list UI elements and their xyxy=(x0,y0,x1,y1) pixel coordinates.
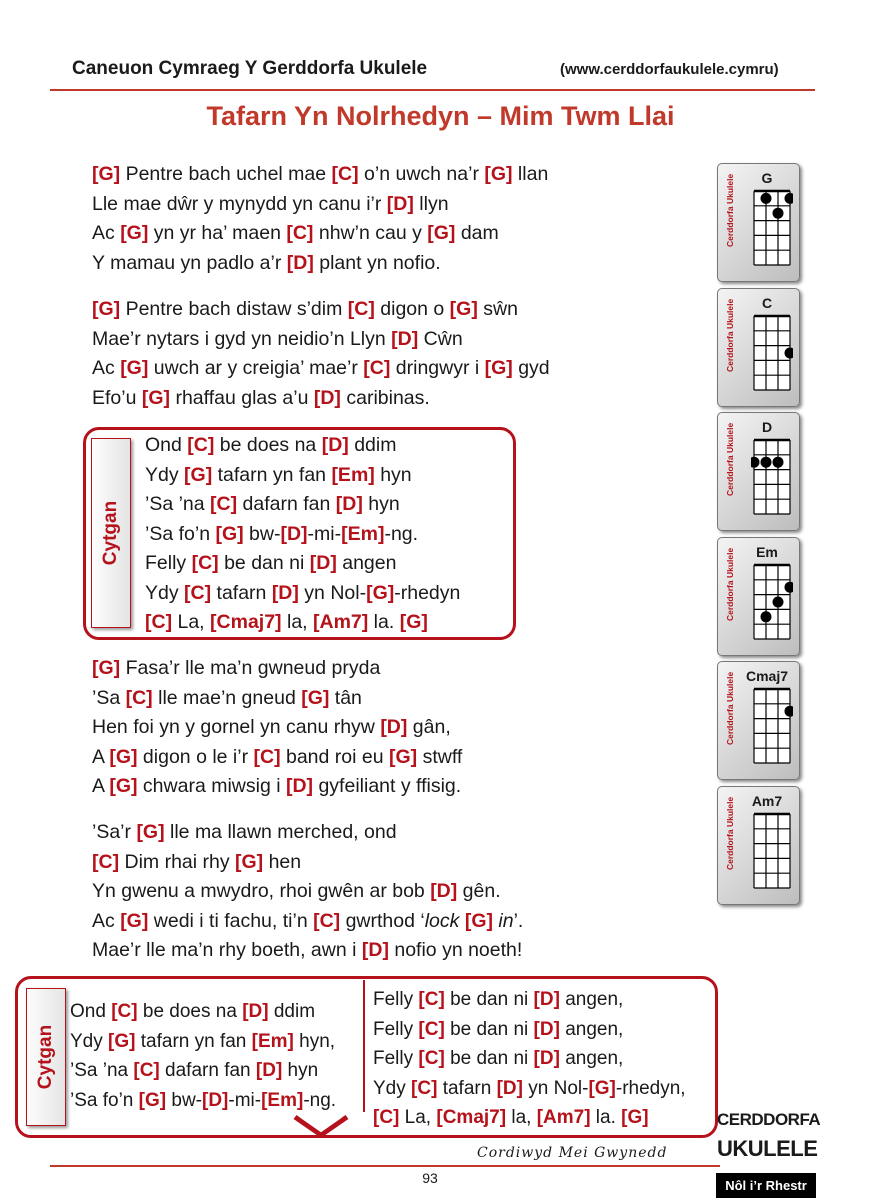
chorus-2-column-divider xyxy=(363,980,365,1112)
lyric-text: nhw’n cau y xyxy=(313,222,428,244)
lyric-text: la, xyxy=(506,1107,537,1128)
lyric-text: angen, xyxy=(559,1018,624,1040)
lyric-text: plant yn nofio. xyxy=(313,251,441,274)
lyric-text: A xyxy=(92,775,110,797)
chord-name: Em xyxy=(756,544,778,560)
lyric-text-italic: lock xyxy=(424,909,460,932)
chord-marker: [D] xyxy=(255,1060,283,1081)
lyric-text: be does na xyxy=(137,1001,243,1022)
chord-marker: [G] xyxy=(92,298,121,320)
lyric-text: angen xyxy=(336,552,397,574)
verse-3 xyxy=(92,654,462,802)
chord-marker: [D] xyxy=(335,493,363,515)
chord-marker: [G] xyxy=(184,463,213,486)
chord-marker: [G] xyxy=(136,821,165,843)
chord-marker: [G] xyxy=(120,222,149,244)
chorus-2-right xyxy=(373,985,686,1133)
lyric-text: Hen foi yn y gornel yn canu rhyw xyxy=(92,716,381,738)
chord-marker: [C] xyxy=(411,1077,438,1099)
finger-dot xyxy=(761,611,772,622)
lyric-line xyxy=(92,848,523,878)
lyric-text: hyn xyxy=(282,1060,319,1081)
chord-marker: [Em] xyxy=(331,463,375,486)
lyric-text: Ydy xyxy=(145,581,185,604)
lyric-text: chwara miwsig i xyxy=(137,775,286,797)
lyric-text: gwrthod ‘ xyxy=(340,909,425,932)
chord-marker: [C] xyxy=(313,909,341,932)
chord-marker: [C] xyxy=(191,552,219,574)
chord-marker: [Am7] xyxy=(313,611,369,633)
lyric-text: be dan ni xyxy=(218,552,310,574)
lyric-text: dam xyxy=(455,222,499,244)
chord-marker: [C] xyxy=(184,581,212,604)
lyric-text: Cŵn xyxy=(418,327,463,350)
finger-dot xyxy=(761,457,772,468)
lyric-text: tafarn yn fan xyxy=(212,463,332,486)
lyric-line xyxy=(92,249,548,279)
lyric-text: be dan ni xyxy=(444,1048,534,1069)
lyric-text: digon o le i’r xyxy=(137,745,254,768)
chord-marker: [C] xyxy=(418,989,445,1010)
finger-dot xyxy=(761,193,772,204)
chord-marker: [G] xyxy=(301,686,330,709)
lyric-line xyxy=(92,684,462,714)
chord-marker: [D] xyxy=(380,716,408,738)
chorus-label: Cytgan xyxy=(35,1024,56,1090)
fretboard-grid xyxy=(751,314,793,394)
lyric-text: sŵn xyxy=(477,298,518,320)
page-number: 93 xyxy=(422,1170,438,1186)
lyric-text: Ydy xyxy=(373,1077,412,1099)
lyric-line xyxy=(373,1015,686,1045)
lyric-text: ’Sa ’na xyxy=(70,1060,134,1081)
chord-marker: [G] xyxy=(120,909,149,932)
chord-name: Am7 xyxy=(751,793,783,809)
chord-marker: [G] xyxy=(109,775,138,797)
lyric-line xyxy=(373,1074,686,1104)
lyric-line xyxy=(92,190,548,220)
chord-marker: [D] xyxy=(321,434,349,456)
lyric-text: Yn gwenu a mwydro, rhoi gwên ar bob xyxy=(92,880,431,902)
chord-marker: [G] xyxy=(484,357,513,379)
lyric-line xyxy=(145,461,460,491)
lyric-text: la. xyxy=(590,1107,622,1128)
chord-marker: [D] xyxy=(496,1077,523,1099)
chord-side-label: Cerddorfa Ukulele xyxy=(725,547,735,621)
lyric-line xyxy=(92,713,462,743)
lyric-text: Felly xyxy=(373,1018,419,1040)
chord-marker: [D] xyxy=(430,880,458,902)
lyric-text: hyn xyxy=(362,493,400,515)
lyric-text: hen xyxy=(263,850,302,873)
chord-marker: [G] xyxy=(484,163,513,185)
lyric-text: A xyxy=(92,745,110,768)
lyric-line xyxy=(92,219,548,249)
chord-marker: [G] xyxy=(389,745,418,768)
lyric-line xyxy=(92,295,550,325)
logo-line-1: CERDDORFA xyxy=(717,1110,821,1129)
header-url[interactable]: (www.cerddorfaukulele.cymru) xyxy=(560,61,779,78)
chord-marker: [C] xyxy=(363,357,391,379)
fretboard-grid xyxy=(751,438,793,518)
lyric-line xyxy=(373,1044,686,1074)
chorus-label-tab-1 xyxy=(91,438,131,628)
lyric-line xyxy=(373,985,686,1015)
lyric-line xyxy=(70,1056,336,1086)
chord-marker: [Cmaj7] xyxy=(436,1107,507,1128)
lyric-text: lle mae’n gneud xyxy=(152,686,302,709)
lyric-text: ddim xyxy=(348,434,397,456)
lyric-text: Dim rhai rhy xyxy=(119,850,236,873)
continue-arrow-icon xyxy=(293,1113,349,1141)
lyric-text: be dan ni xyxy=(444,989,534,1010)
lyric-text: Fasa’r lle ma’n gwneud pryda xyxy=(120,657,381,679)
lyric-text: llyn xyxy=(413,192,449,215)
lyric-text: Pentre bach distaw s’dim xyxy=(120,298,348,320)
chord-marker: [G] xyxy=(449,298,478,320)
lyric-text: Efo’u xyxy=(92,386,142,409)
chord-marker: [G] xyxy=(109,745,138,768)
lyric-line xyxy=(145,520,460,550)
chord-marker: [D] xyxy=(533,1018,560,1040)
header-divider xyxy=(50,89,815,91)
chord-marker: [C] xyxy=(286,222,314,244)
finger-dot xyxy=(773,457,784,468)
lyric-text: angen, xyxy=(559,989,624,1010)
chord-marker: [G] xyxy=(108,1030,136,1052)
chord-marker: [G] xyxy=(92,657,121,679)
verse-4 xyxy=(92,818,523,966)
chord-marker: [C] xyxy=(373,1107,400,1128)
chord-marker: [G] xyxy=(138,1089,167,1111)
fretboard-grid xyxy=(751,687,793,767)
lyric-text: be dan ni xyxy=(444,1018,534,1040)
lyric-line xyxy=(92,354,550,384)
chord-marker: [C] xyxy=(92,850,120,873)
chorus-2-left xyxy=(70,997,336,1115)
lyric-text: rhaffau glas a’u xyxy=(170,386,314,409)
chord-marker: [D] xyxy=(313,386,341,409)
chord-side-label: Cerddorfa Ukulele xyxy=(725,173,735,247)
chord-side-label: Cerddorfa Ukulele xyxy=(725,671,735,745)
lyric-text: Ond xyxy=(70,1001,112,1022)
chord-marker: [C] xyxy=(418,1048,445,1069)
lyric-text: nofio yn noeth! xyxy=(388,939,523,961)
chord-marker: [D] xyxy=(242,1001,269,1022)
lyric-line xyxy=(70,997,336,1027)
lyric-text: yn Nol- xyxy=(298,581,367,604)
lyric-line xyxy=(145,608,460,638)
lyric-line xyxy=(92,877,523,907)
footer-divider xyxy=(50,1165,720,1167)
lyric-line xyxy=(92,654,462,684)
chord-side-label: Cerddorfa Ukulele xyxy=(725,422,735,496)
chord-marker: [G] xyxy=(366,581,395,604)
lyric-text: -mi- xyxy=(307,522,342,545)
chord-marker: [C] xyxy=(111,1001,138,1022)
chord-marker: [G] xyxy=(215,522,244,545)
lyric-text: o’n uwch na’r xyxy=(358,163,485,185)
verse-2 xyxy=(92,295,550,413)
chord-marker: [Em] xyxy=(261,1089,304,1111)
lyric-text: la. xyxy=(368,611,400,633)
lyric-text: Ydy xyxy=(70,1030,109,1052)
lyric-text: bw- xyxy=(166,1089,202,1111)
lyric-text: tân xyxy=(329,686,362,709)
lyric-text: dafarn fan xyxy=(237,493,336,515)
chord-card xyxy=(717,661,800,780)
lyric-text: -ng. xyxy=(384,522,419,545)
lyric-text: ’Sa xyxy=(92,686,126,709)
chord-marker: [C] xyxy=(210,493,238,515)
chord-marker: [D] xyxy=(533,989,560,1010)
lyric-text: tafarn xyxy=(437,1077,497,1099)
lyric-text: bw- xyxy=(243,522,281,545)
lyric-text: Ac xyxy=(92,909,121,932)
lyric-text: Felly xyxy=(373,1048,419,1069)
lyric-text: gên. xyxy=(457,880,501,902)
lyric-text: digon o xyxy=(374,298,450,320)
lyric-text: lle ma llawn merched, ond xyxy=(164,821,397,843)
chord-card xyxy=(717,288,800,407)
lyric-text: La, xyxy=(172,611,211,633)
chord-marker: [C] xyxy=(347,298,375,320)
chorus-1 xyxy=(145,431,460,638)
chord-marker: [G] xyxy=(621,1107,649,1128)
chord-marker: [C] xyxy=(133,1060,160,1081)
chord-marker: [D] xyxy=(286,251,314,274)
lyric-text: -rhedyn, xyxy=(615,1077,686,1099)
lyric-text: -rhedyn xyxy=(394,581,461,604)
lyric-text: yn yr ha’ maen xyxy=(148,222,287,244)
chord-marker: [C] xyxy=(253,745,281,768)
finger-dot xyxy=(773,597,784,608)
lyric-text: ’. xyxy=(513,909,524,932)
chord-marker: [D] xyxy=(309,552,337,574)
chord-marker: [G] xyxy=(141,386,171,409)
lyric-text: -ng. xyxy=(303,1089,337,1111)
chord-name: C xyxy=(761,295,773,311)
chord-marker: [Em] xyxy=(251,1030,294,1052)
chord-marker: [G] xyxy=(92,163,121,185)
lyric-text: gyfeiliant y ffisig. xyxy=(313,775,462,797)
lyric-text: gân, xyxy=(407,716,451,738)
lyric-text: llan xyxy=(512,163,549,185)
lyric-line xyxy=(92,936,523,966)
fretboard-grid xyxy=(751,812,793,892)
chord-side-label: Cerddorfa Ukulele xyxy=(725,796,735,870)
verse-1 xyxy=(92,160,548,278)
lyric-text: be does na xyxy=(214,434,322,456)
song-title: Tafarn Yn Nolrhedyn – Mim Twm Llai xyxy=(206,101,675,131)
chord-marker: [G] xyxy=(399,611,428,633)
cerddorfa-ukulele-logo xyxy=(717,1108,821,1166)
lyric-text: Ac xyxy=(92,222,121,244)
lyric-line xyxy=(92,743,462,773)
chord-side-label: Cerddorfa Ukulele xyxy=(725,298,735,372)
lyric-text: Felly xyxy=(145,552,192,574)
lyric-text: band roi eu xyxy=(280,745,389,768)
lyric-text: -mi- xyxy=(228,1089,262,1111)
chord-marker: [D] xyxy=(202,1089,229,1111)
lyric-text: Lle mae dŵr y mynydd yn canu i’r xyxy=(92,192,387,215)
lyric-line xyxy=(92,160,548,190)
chord-marker: [D] xyxy=(285,775,314,797)
lyric-text: tafarn yn fan xyxy=(135,1030,252,1052)
lyric-line xyxy=(145,579,460,609)
lyric-text: Ac xyxy=(92,357,121,379)
lyric-line xyxy=(92,818,523,848)
chord-marker: [G] xyxy=(464,909,493,932)
lyric-text-italic: in xyxy=(498,909,514,932)
lyric-text: hyn xyxy=(374,463,412,486)
lyric-text: gyd xyxy=(512,357,550,379)
lyric-text: Ond xyxy=(145,434,188,456)
lyric-line xyxy=(373,1103,686,1133)
chord-marker: [C] xyxy=(331,163,359,185)
lyric-text: ’Sa fo’n xyxy=(145,522,216,545)
lyric-text: Mae’r nytars i gyd yn neidio’n Llyn xyxy=(92,327,392,350)
chord-marker: [D] xyxy=(386,192,414,215)
chord-marker: [D] xyxy=(280,522,308,545)
fretboard-grid xyxy=(751,563,793,643)
lyric-text: dafarn fan xyxy=(159,1060,256,1081)
lyric-line xyxy=(70,1027,336,1057)
lyric-text: hyn, xyxy=(293,1030,336,1052)
lyric-text: angen, xyxy=(559,1048,624,1069)
header-title: Caneuon Cymraeg Y Gerddorfa Ukulele xyxy=(72,58,428,79)
lyric-line xyxy=(145,490,460,520)
chord-marker: [G] xyxy=(120,357,149,379)
chord-card xyxy=(717,163,800,282)
lyric-text: Mae’r lle ma’n rhy boeth, awn i xyxy=(92,939,362,961)
fretboard-grid xyxy=(751,189,793,269)
chord-marker: [D] xyxy=(391,327,419,350)
lyric-line xyxy=(92,772,462,802)
chord-marker: [D] xyxy=(361,939,389,961)
lyric-text: stwff xyxy=(417,745,463,768)
lyric-text: yn Nol- xyxy=(522,1077,589,1099)
chord-card xyxy=(717,537,800,656)
lyric-text: ’Sa ’na xyxy=(145,493,211,515)
finger-dot xyxy=(773,208,784,219)
chord-marker: [C] xyxy=(187,434,215,456)
back-to-list-button[interactable]: Nôl i’r Rhestr xyxy=(716,1173,816,1198)
chord-marker: [D] xyxy=(533,1048,560,1069)
lyric-line xyxy=(92,907,523,937)
lyric-text: La, xyxy=(399,1107,437,1128)
chorus-label: Cytgan xyxy=(100,500,121,566)
chorus-label-tab-2 xyxy=(26,988,66,1126)
chord-marker: [G] xyxy=(588,1077,616,1099)
lyric-line xyxy=(70,1086,336,1116)
chord-name: D xyxy=(761,419,773,435)
lyric-text: dringwyr i xyxy=(390,357,485,379)
chord-marker: [D] xyxy=(271,581,299,604)
chord-marker: [C] xyxy=(418,1018,445,1040)
chord-marker: [G] xyxy=(235,850,264,873)
chord-card xyxy=(717,786,800,905)
lyric-text: uwch ar y creigia’ mae’r xyxy=(148,357,364,379)
lyric-text: ddim xyxy=(268,1001,316,1022)
chord-marker: [Em] xyxy=(341,522,385,545)
chord-name: Cmaj7 xyxy=(745,668,789,684)
lyric-text: ’Sa’r xyxy=(92,821,137,843)
lyric-text: Felly xyxy=(373,989,419,1010)
lyric-text: la, xyxy=(281,611,313,633)
chord-marker: [G] xyxy=(427,222,456,244)
lyric-text: Pentre bach uchel mae xyxy=(120,163,332,185)
lyric-text: caribinas. xyxy=(340,386,430,409)
lyric-line xyxy=(92,384,550,414)
lyric-text: wedi i ti fachu, ti’n xyxy=(148,909,314,932)
lyric-text: Y mamau yn padlo a’r xyxy=(92,251,287,274)
lyric-text: Ydy xyxy=(145,463,185,486)
chord-marker: [C] xyxy=(125,686,153,709)
lyric-text: tafarn xyxy=(211,581,272,604)
chord-card xyxy=(717,412,800,531)
chord-marker: [Am7] xyxy=(536,1107,591,1128)
lyric-line xyxy=(92,325,550,355)
chord-name: G xyxy=(761,170,773,186)
chord-marker: [Cmaj7] xyxy=(210,611,282,633)
chord-marker: [C] xyxy=(145,611,173,633)
lyric-line xyxy=(145,431,460,461)
arranger-credit: Cordiwyd Mei Gwynedd xyxy=(477,1145,668,1161)
lyric-text: ’Sa fo’n xyxy=(70,1089,139,1111)
lyric-line xyxy=(145,549,460,579)
logo-line-2: UKULELE xyxy=(717,1136,818,1161)
